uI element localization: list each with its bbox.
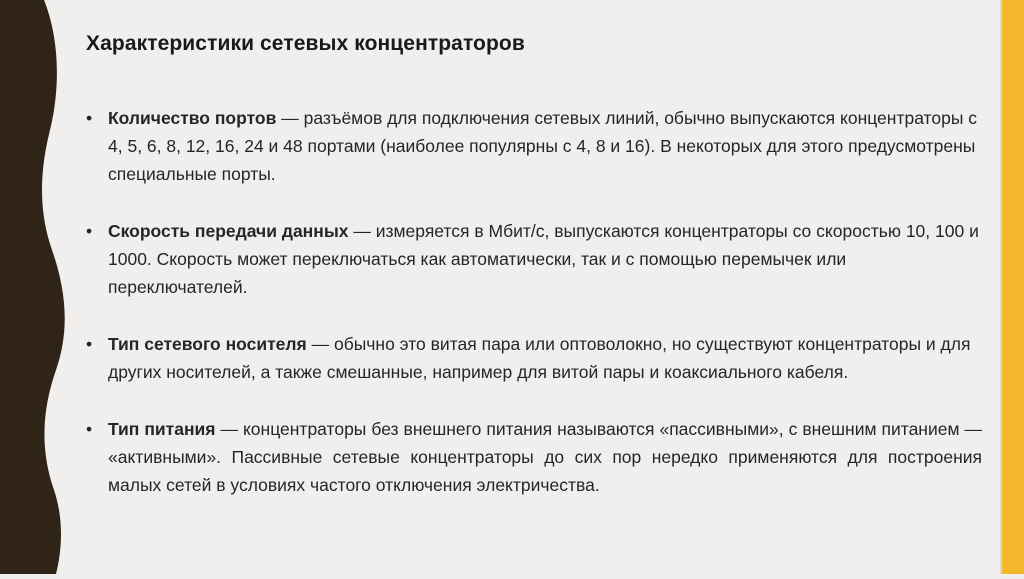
decorative-right-edge <box>1000 0 1024 574</box>
bullet-marker: • <box>86 108 93 128</box>
item-term: Количество портов <box>108 108 277 128</box>
item-term: Скорость передачи данных <box>108 221 349 241</box>
bullet-marker: • <box>86 221 93 241</box>
item-term: Тип питания <box>108 419 216 439</box>
bullet-list <box>86 104 986 499</box>
list-item-speed <box>86 217 982 301</box>
slide-content <box>86 14 986 564</box>
wavy-border-shape <box>0 0 80 574</box>
item-description: — обычно это витая пара или оптоволокно, но существуют концентраторы и для других носителей, а также смешанные, например для витой пары и коаксиального кабеля. <box>108 334 971 382</box>
bullet-marker: • <box>86 419 93 439</box>
slide-title: Характеристики сетевых концентраторов <box>86 32 525 55</box>
list-item-power <box>86 415 982 499</box>
list-item-ports <box>86 104 982 188</box>
item-term: Тип сетевого носителя <box>108 334 307 354</box>
right-edge-accent-bar <box>1002 0 1024 574</box>
decorative-left-band <box>0 0 80 574</box>
item-description: — концентраторы без внешнего питания называются «пассивными», с внешним питанием — «активными». Пассивные сетевые концентраторы до сих пор нередко применяются для построения малых сетей в условиях частого отключения электричества. <box>108 419 982 495</box>
list-item-medium <box>86 330 982 386</box>
item-description: — разъёмов для подключения сетевых линий, обычно выпускаются концентраторы с 4, 5, 6, 8, 12, 16, 24 и 48 портами (наиболее популярны с 4, 8 и 16). В некоторых для этого предусмотрены специальные порты. <box>108 108 978 184</box>
bullet-marker: • <box>86 334 93 354</box>
item-description: — измеряется в Мбит/с, выпускаются концентраторы со скоростью 10, 100 и 1000. Скорость может переключаться как автоматически, так и с помощью перемычек или переключателей. <box>108 221 979 297</box>
